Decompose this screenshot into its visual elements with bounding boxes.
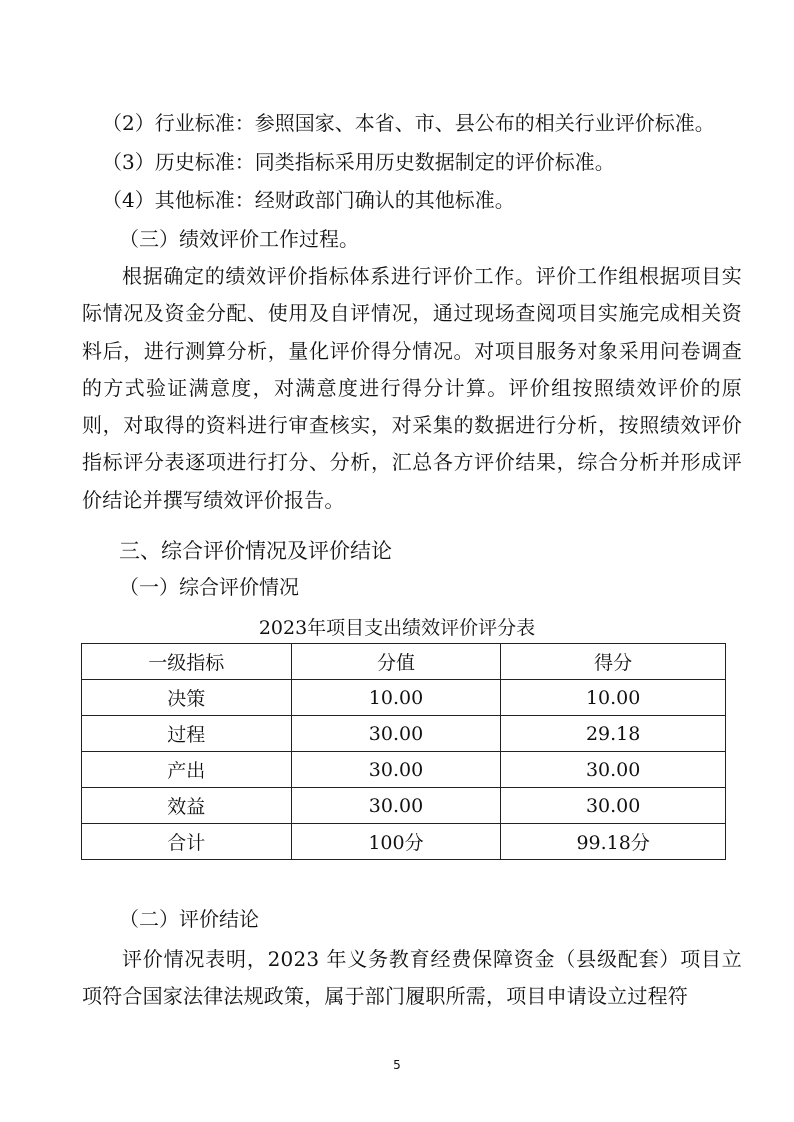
cell-indicator: 合计 <box>82 824 292 860</box>
header-score: 分值 <box>291 644 501 680</box>
cell-result: 99.18分 <box>501 824 726 860</box>
page-number: 5 <box>393 1058 401 1072</box>
cell-score: 10.00 <box>291 680 501 716</box>
table-caption: 2023年项目支出绩效评价评分表 <box>258 617 536 639</box>
header-result: 得分 <box>501 644 726 680</box>
cell-score: 100分 <box>291 824 501 860</box>
conclusion-paragraph: 评价情况表明，2023 年义务教育经费保障资金（县级配套）项目立项符合国家法律法规政策，属于部门履职所需，项目申请设立过程符 <box>82 947 742 1009</box>
cell-score: 30.00 <box>291 788 501 824</box>
sub-1-title: （一）综合评价情况 <box>119 575 299 599</box>
cell-score: 30.00 <box>291 752 501 788</box>
process-paragraph: 根据确定的绩效评价指标体系进行评价工作。评价工作组根据项目实际情况及资金分配、使用及自评情况，通过现场查阅项目实施完成相关资料后，进行测算分析，量化评价得分情况。对项目服务对象采用问卷调查的方式验证满意度，对满意度进行得分计算。评价组按照绩效评价的原则，对取得的资料进行审查核实，对采集的数据进行分析，按照绩效评价指标评分表逐项进行打分、分析，汇总各方评价结果，综合分析并形成评价结论并撰写绩效评价报告。 <box>82 264 742 512</box>
cell-result: 30.00 <box>501 752 726 788</box>
table-row <box>82 752 726 788</box>
header-indicator: 一级指标 <box>82 644 292 680</box>
score-table <box>81 643 726 860</box>
criteria-line-2: （2）行业标准：参照国家、本省、市、县公布的相关行业评价标准。 <box>102 111 715 135</box>
cell-result: 30.00 <box>501 788 726 824</box>
section-3-heading: 三、综合评价情况及评价结论 <box>119 539 392 563</box>
criteria-line-4: （4）其他标准：经财政部门确认的其他标准。 <box>102 188 515 212</box>
table-row <box>82 716 726 752</box>
table-total-row <box>82 824 726 860</box>
cell-indicator: 过程 <box>82 716 292 752</box>
cell-indicator: 决策 <box>82 680 292 716</box>
table-row <box>82 680 726 716</box>
sub-2-title: （二）评价结论 <box>119 907 259 931</box>
section-3-3-title: （三）绩效评价工作过程。 <box>119 227 359 251</box>
cell-result: 10.00 <box>501 680 726 716</box>
cell-indicator: 效益 <box>82 788 292 824</box>
table-row <box>82 788 726 824</box>
cell-indicator: 产出 <box>82 752 292 788</box>
cell-result: 29.18 <box>501 716 726 752</box>
table-header-row <box>82 644 726 680</box>
criteria-line-3: （3）历史标准：同类指标采用历史数据制定的评价标准。 <box>102 150 615 174</box>
cell-score: 30.00 <box>291 716 501 752</box>
